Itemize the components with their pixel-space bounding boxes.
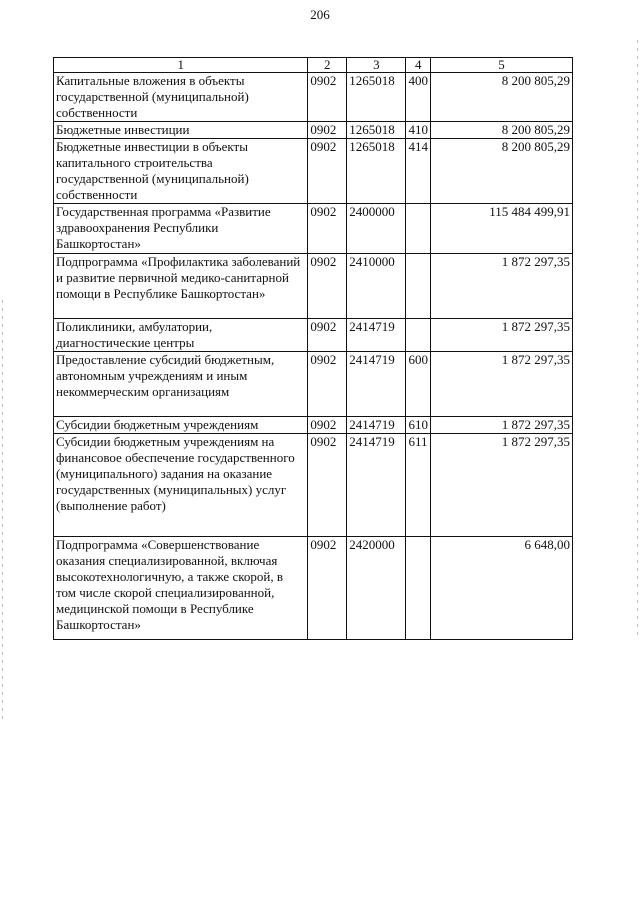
page-number: 206: [310, 7, 330, 22]
scan-edge-left: [2, 300, 3, 720]
row-section: 0902: [308, 537, 347, 640]
row-name: Поликлиники, амбулатории, диагностические центры: [54, 319, 308, 352]
row-section: 0902: [308, 139, 347, 204]
row-name: Бюджетные инвестиции в объекты капитального строительства государственной (муниципальной) собственности: [54, 139, 308, 204]
row-amount: 115 484 499,91: [430, 204, 572, 254]
row-type: [406, 204, 431, 254]
header-col-3: 3: [347, 58, 406, 73]
row-type: [406, 254, 431, 319]
row-code: 2400000: [347, 204, 406, 254]
row-name: Субсидии бюджетным учреждениям на финансовое обеспечение государственного (муниципального) задания на оказание государственных (муниципальных) услуг (выполнение работ): [54, 434, 308, 537]
table-row: [54, 204, 573, 254]
header-col-1: 1: [54, 58, 308, 73]
row-name: Бюджетные инвестиции: [54, 122, 308, 139]
row-type: 600: [406, 352, 431, 417]
table-row: [54, 537, 573, 640]
budget-table: [53, 57, 573, 640]
header-col-4: 4: [406, 58, 431, 73]
row-name: Государственная программа «Развитие здравоохранения Республики Башкортостан»: [54, 204, 308, 254]
row-section: 0902: [308, 122, 347, 139]
row-amount: 1 872 297,35: [430, 254, 572, 319]
row-type: 400: [406, 73, 431, 122]
row-type: 610: [406, 417, 431, 434]
row-section: 0902: [308, 319, 347, 352]
row-section: 0902: [308, 204, 347, 254]
row-code: 2414719: [347, 417, 406, 434]
row-amount: 8 200 805,29: [430, 73, 572, 122]
row-code: 2414719: [347, 434, 406, 537]
row-name: Предоставление субсидий бюджетным, автономным учреждениям и иным некоммерческим организациям: [54, 352, 308, 417]
row-section: 0902: [308, 434, 347, 537]
row-amount: 1 872 297,35: [430, 417, 572, 434]
table-row: [54, 417, 573, 434]
row-name: Капитальные вложения в объекты государственной (муниципальной) собственности: [54, 73, 308, 122]
row-amount: 8 200 805,29: [430, 139, 572, 204]
row-amount: 6 648,00: [430, 537, 572, 640]
table-row: [54, 139, 573, 204]
row-name: Подпрограмма «Профилактика заболеваний и развитие первичной медико-санитарной помощи в Республике Башкортостан»: [54, 254, 308, 319]
header-row: [54, 58, 573, 73]
table-row: [54, 254, 573, 319]
table-row: [54, 434, 573, 537]
row-code: 2420000: [347, 537, 406, 640]
row-type: [406, 537, 431, 640]
row-amount: 1 872 297,35: [430, 352, 572, 417]
row-code: 2414719: [347, 352, 406, 417]
row-name: Субсидии бюджетным учреждениям: [54, 417, 308, 434]
row-amount: 1 872 297,35: [430, 319, 572, 352]
row-code: 1265018: [347, 122, 406, 139]
table-row: [54, 319, 573, 352]
row-code: 2410000: [347, 254, 406, 319]
row-type: [406, 319, 431, 352]
row-section: 0902: [308, 417, 347, 434]
row-type: 611: [406, 434, 431, 537]
row-amount: 1 872 297,35: [430, 434, 572, 537]
row-section: 0902: [308, 352, 347, 417]
scan-edge-right: [637, 40, 638, 640]
table-row: [54, 73, 573, 122]
row-name: Подпрограмма «Совершенствование оказания специализированной, включая высокотехнологичную, а также скорой, в том числе скорой специализированной, медицинской помощи в Республике Башкортостан»: [54, 537, 308, 640]
table-row: [54, 352, 573, 417]
table-row: [54, 122, 573, 139]
row-amount: 8 200 805,29: [430, 122, 572, 139]
row-type: 414: [406, 139, 431, 204]
row-section: 0902: [308, 254, 347, 319]
header-col-2: 2: [308, 58, 347, 73]
row-type: 410: [406, 122, 431, 139]
row-code: 1265018: [347, 139, 406, 204]
row-code: 1265018: [347, 73, 406, 122]
row-section: 0902: [308, 73, 347, 122]
header-col-5: 5: [430, 58, 572, 73]
row-code: 2414719: [347, 319, 406, 352]
